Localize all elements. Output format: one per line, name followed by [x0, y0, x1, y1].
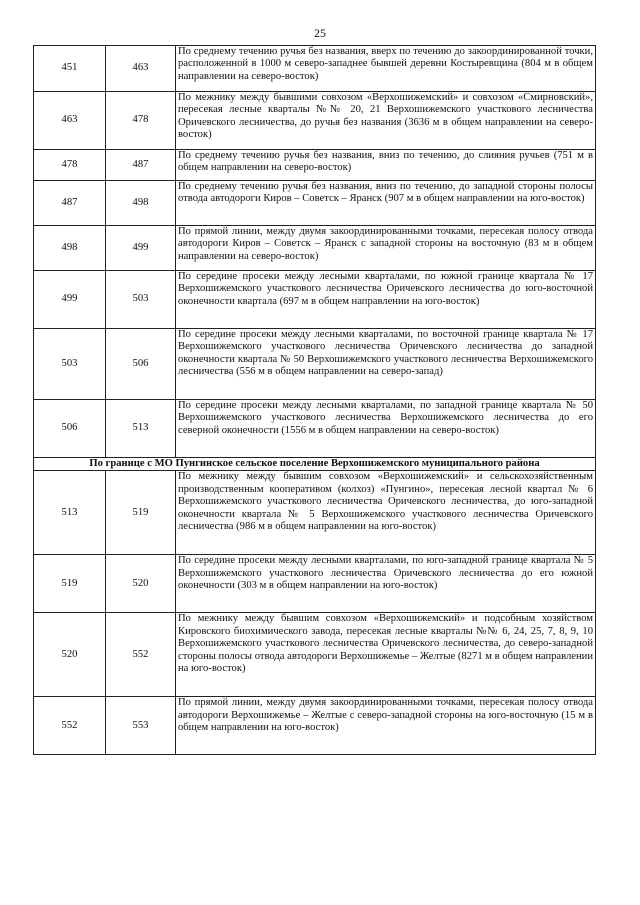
point-to: 506 [106, 329, 176, 400]
point-to: 520 [106, 555, 176, 613]
point-from: 463 [34, 92, 106, 150]
section-heading-row [34, 458, 596, 471]
table-row [34, 226, 596, 271]
segment-description: По межнику между бывшим совхозом «Верхошижемский» и сельскохозяйственным производственным кооперативом (колхоз) «Пунгино», пересекая лесной квартал № 6 Верхошижемского участкового лесничества Оричевского лесничества, до юго-западной оконечности квартала № 5 Верхошижемского участкового лесничества Оричевского лесничества (986 м в общем направлении на юго-восток) [176, 471, 596, 555]
section-heading: По границе с МО Пунгинское сельское поселение Верхошижемского муниципального района [34, 458, 596, 471]
table-row [34, 150, 596, 181]
segment-description: По среднему течению ручья без названия, вниз по течению, до слияния ручьев (751 м в общем направлении на северо-восток) [176, 150, 596, 181]
segment-description: По середине просеки между лесными кварталами, по западной границе квартала № 50 Верхошижемского участкового лесничества Верхошижемского лесничества до его северной оконечности (1556 м в общем направлении на северо-восток) [176, 400, 596, 458]
point-to: 552 [106, 613, 176, 697]
table-row [34, 697, 596, 755]
point-from: 503 [34, 329, 106, 400]
segment-description: По середине просеки между лесными кварталами, по восточной границе квартала № 17 Верхошижемского участкового лесничества Оричевского лесничества до западной оконечности квартала № 50 Верхошижемского участкового лесничества Верхошижемского лесничества (556 м в общем направлении на северо-запад) [176, 329, 596, 400]
point-to: 499 [106, 226, 176, 271]
table-row [34, 471, 596, 555]
table-row [34, 555, 596, 613]
point-from: 499 [34, 271, 106, 329]
point-from: 498 [34, 226, 106, 271]
page-number: 25 [314, 26, 326, 40]
table-row [34, 46, 596, 92]
segment-description: По среднему течению ручья без названия, вверх по течению до закоординированной точки, расположенной в 1000 м северо-западнее бывшей деревни Костыревщина (804 м в общем направлении на северо-восток) [176, 46, 596, 92]
point-to: 463 [106, 46, 176, 92]
table-row [34, 400, 596, 458]
point-to: 553 [106, 697, 176, 755]
point-to: 487 [106, 150, 176, 181]
table-row [34, 181, 596, 226]
point-to: 498 [106, 181, 176, 226]
point-from: 519 [34, 555, 106, 613]
point-from: 552 [34, 697, 106, 755]
point-to: 513 [106, 400, 176, 458]
point-from: 520 [34, 613, 106, 697]
segment-description: По межнику между бывшим совхозом «Верхошижемский» и подсобным хозяйством Кировского биохимического завода, пересекая лесные кварталы №№ 6, 24, 25, 7, 8, 9, 10 Верхошижемского участкового лесничества Оричевского лесничества, до северо-западной стороны полосы отвода автодороги Верхошижемье – Желтые (8271 м в общем направлении на юго-восток) [176, 613, 596, 697]
segment-description: По прямой линии, между двумя закоординированными точками, пересекая полосу отвода автодороги Верхошижемье – Желтые с северо-западной стороны на юго-восточную (15 м в общем направлении на юго-восток) [176, 697, 596, 755]
segment-description: По середине просеки между лесными кварталами, по южной границе квартала № 17 Верхошижемского участкового лесничества Оричевского лесничества до юго-восточной оконечности квартала (697 м в общем направлении на юго-восток) [176, 271, 596, 329]
table-row [34, 329, 596, 400]
point-to: 503 [106, 271, 176, 329]
boundary-description-table [33, 45, 596, 755]
segment-description: По среднему течению ручья без названия, вниз по течению, до западной стороны полосы отвода автодороги Киров – Советск – Яранск (907 м в общем направлении на юго-восток) [176, 181, 596, 226]
table-row [34, 613, 596, 697]
table-row [34, 271, 596, 329]
point-to: 519 [106, 471, 176, 555]
point-from: 451 [34, 46, 106, 92]
point-from: 478 [34, 150, 106, 181]
point-from: 506 [34, 400, 106, 458]
segment-description: По середине просеки между лесными кварталами, по юго-западной границе квартала № 5 Верхошижемского участкового лесничества Оричевского лесничества до его южной оконечности (303 м в общем направлении на юго-восток) [176, 555, 596, 613]
segment-description: По прямой линии, между двумя закоординированными точками, пересекая полосу отвода автодороги Киров – Советск – Яранск с западной стороны на восточную (83 м в общем направлении на северо-восток) [176, 226, 596, 271]
point-to: 478 [106, 92, 176, 150]
segment-description: По межнику между бывшими совхозом «Верхошижемский» и совхозом «Смирновский», пересекая лесные кварталы №№ 20, 21 Верхошижемского участкового лесничества Оричевского лесничества, до ручья без названия (3636 м в общем направлении на северо-восток) [176, 92, 596, 150]
point-from: 487 [34, 181, 106, 226]
point-from: 513 [34, 471, 106, 555]
table-row [34, 92, 596, 150]
